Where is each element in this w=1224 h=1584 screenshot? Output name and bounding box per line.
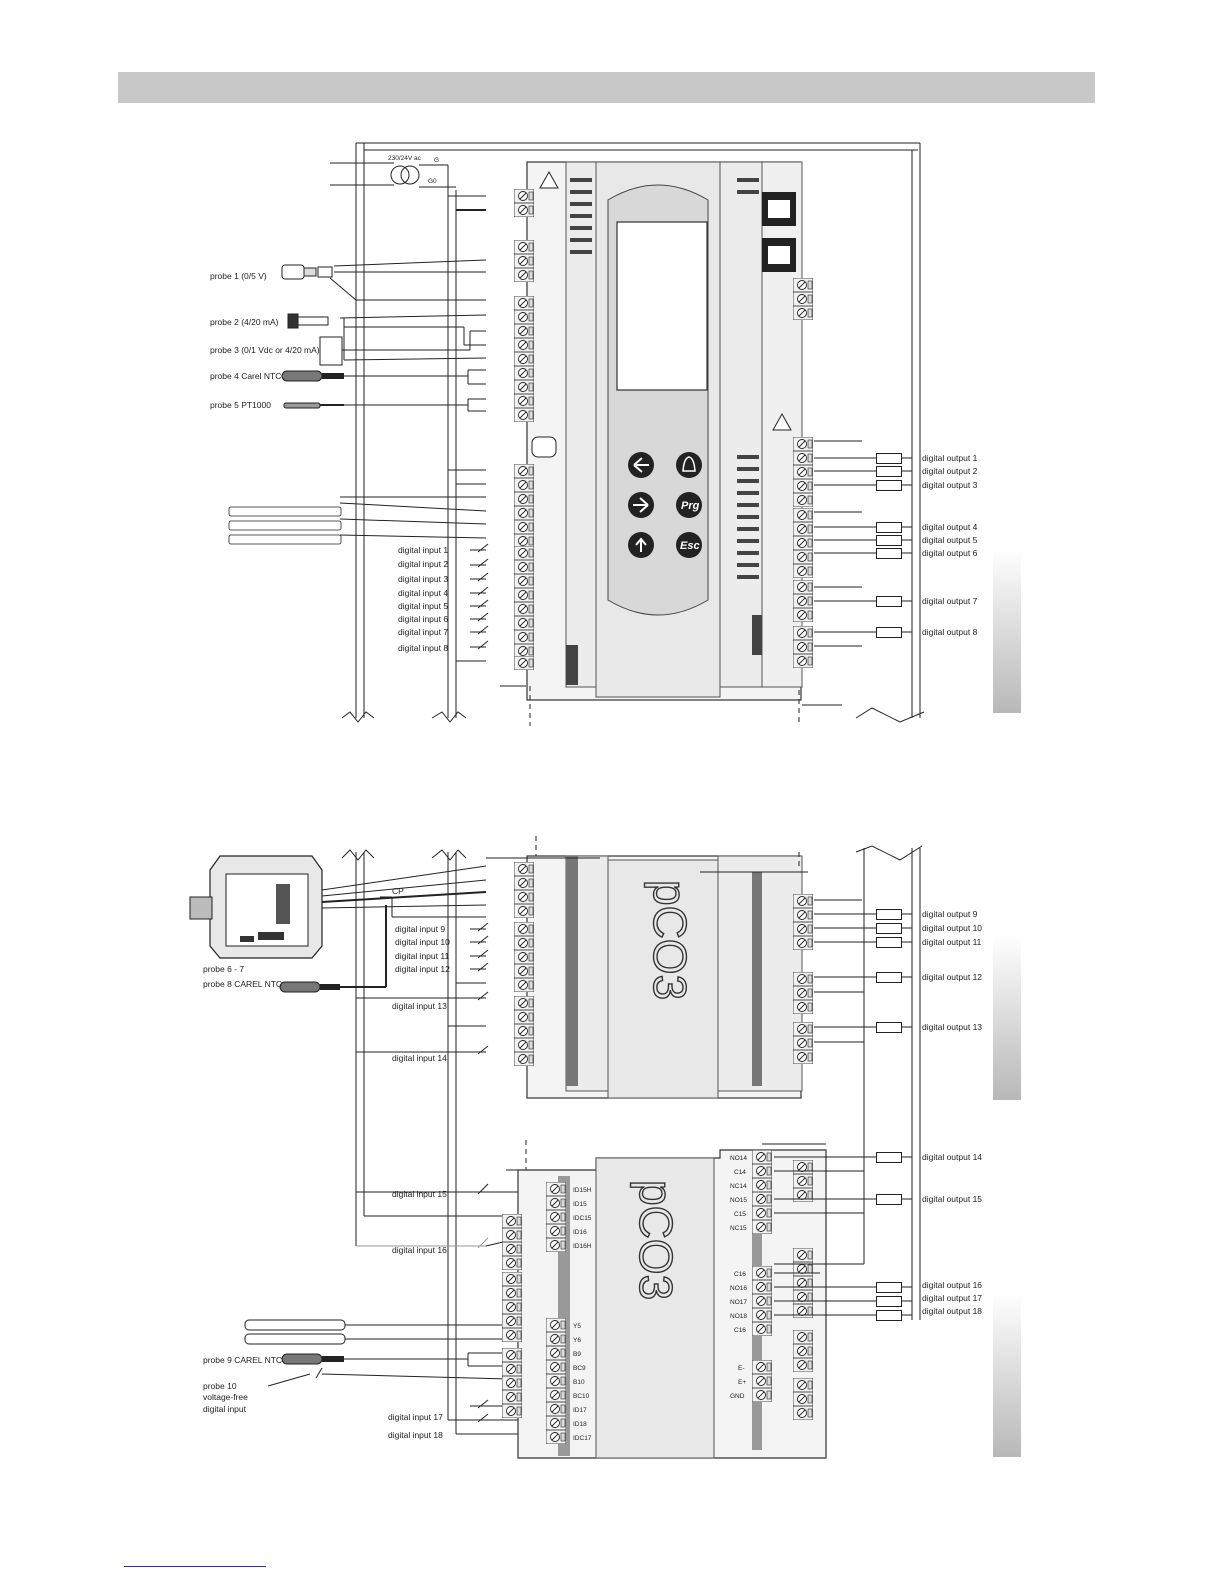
- g0-label: G0: [428, 178, 437, 185]
- digital-input-15-label: digital input 15: [392, 1189, 447, 1199]
- terminal-label: B9: [573, 1351, 581, 1358]
- top-controller-body: [514, 162, 842, 726]
- probe10-label-line1: probe 10: [203, 1381, 237, 1391]
- cp-label: CP: [392, 886, 404, 896]
- digital-input-7-label: digital input 7: [398, 627, 449, 637]
- terminal-label: NC14: [730, 1183, 747, 1190]
- terminal-label: IDC15: [573, 1215, 592, 1222]
- alarm-button: [676, 452, 702, 478]
- digital-input-10-label: digital input 10: [395, 937, 450, 947]
- terminal-label: B10: [573, 1379, 585, 1386]
- digital-input-17-label: digital input 17: [388, 1412, 443, 1422]
- pco3-logo-bottom: pCO3: [630, 1180, 682, 1301]
- digital-output-10-label: digital output 10: [922, 923, 983, 933]
- terminal-label: IDC17: [573, 1435, 592, 1442]
- digital-output-4-label: digital output 4: [922, 522, 978, 532]
- digital-input-13-label: digital input 13: [392, 1001, 447, 1011]
- digital-output-2-label: digital output 2: [922, 466, 978, 476]
- digital-input-18-label: digital input 18: [388, 1430, 443, 1440]
- digital-output-18-label: digital output 18: [922, 1306, 983, 1316]
- terminal-label: ID16H: [573, 1243, 592, 1250]
- terminal-label: C15: [734, 1211, 746, 1218]
- digital-output-3-label: digital output 3: [922, 480, 978, 490]
- transformer-label: 230/24V ac: [388, 155, 421, 162]
- probe3-label: probe 3 (0/1 Vdc or 4/20 mA): [210, 345, 320, 355]
- digital-input-6-label: digital input 6: [398, 614, 449, 624]
- terminal-label: C16: [734, 1327, 746, 1334]
- digital-outputs-middle: [814, 900, 982, 1042]
- digital-outputs-top: [814, 441, 978, 646]
- digital-output-5-label: digital output 5: [922, 535, 978, 545]
- analog-output-cable-2: [229, 521, 341, 530]
- terminal-label: Y5: [573, 1323, 581, 1330]
- digital-output-14-label: digital output 14: [922, 1152, 983, 1162]
- analog-output-cable-1: [229, 507, 341, 516]
- digital-output-16-label: digital output 16: [922, 1280, 983, 1290]
- digital-input-16-label: digital input 16: [392, 1245, 447, 1255]
- terminal-label: Y6: [573, 1337, 581, 1344]
- terminal-label: BC10: [573, 1393, 590, 1400]
- analog-output-cable-y6: [245, 1334, 345, 1344]
- probe5-label: probe 5 PT1000: [210, 400, 271, 410]
- terminal-label: C16: [734, 1271, 746, 1278]
- terminal-label: C14: [734, 1169, 746, 1176]
- probe-graphics-top: [282, 265, 344, 408]
- terminal-label: NO18: [730, 1313, 747, 1320]
- terminal-label: ID17: [573, 1407, 587, 1414]
- digital-output-13-label: digital output 13: [922, 1022, 983, 1032]
- digital-input-4-label: digital input 4: [398, 588, 449, 598]
- g-label: G: [434, 157, 440, 164]
- digital-input-2-label: digital input 2: [398, 559, 449, 569]
- probe-6-7-label: probe 6 - 7: [203, 964, 245, 974]
- digital-input-12-label: digital input 12: [395, 964, 450, 974]
- digital-output-15-label: digital output 15: [922, 1194, 983, 1204]
- terminal-label: NO16: [730, 1285, 747, 1292]
- analog-output-cable-3: [229, 535, 341, 544]
- terminal-label: ID18: [573, 1421, 587, 1428]
- digital-input-9-label: digital input 9: [395, 924, 446, 934]
- terminal-label: NO17: [730, 1299, 747, 1306]
- prg-key-label: Prg: [681, 500, 700, 512]
- bottom-section-wiring: [203, 1140, 546, 1440]
- digital-output-12-label: digital output 12: [922, 972, 983, 982]
- terminal-label: ID16: [573, 1229, 587, 1236]
- terminal-label: GND: [730, 1393, 745, 1400]
- probe9-label: probe 9 CAREL NTC: [203, 1355, 283, 1365]
- middle-controller-body: [486, 836, 813, 1098]
- probe-6-7-housing: [190, 856, 322, 958]
- digital-output-17-label: digital output 17: [922, 1293, 983, 1303]
- digital-input-5-label: digital input 5: [398, 601, 449, 611]
- analog-output-cable-y5: [245, 1320, 345, 1330]
- probe2-label: probe 2 (4/20 mA): [210, 317, 279, 327]
- pco3-logo-middle: pCO3: [644, 880, 696, 1001]
- probe4-label: probe 4 Carel NTC: [210, 371, 282, 381]
- terminal-label: NO14: [730, 1155, 747, 1162]
- digital-output-6-label: digital output 6: [922, 548, 978, 558]
- digital-output-11-label: digital output 11: [922, 937, 982, 947]
- probe10-label-line2: voltage-free: [203, 1392, 248, 1402]
- digital-output-7-label: digital output 7: [922, 596, 978, 606]
- digital-input-11-label: digital input 11: [395, 951, 450, 961]
- digital-input-3-label: digital input 3: [398, 574, 449, 584]
- probe1-label: probe 1 (0/5 V): [210, 271, 267, 281]
- digital-output-9-label: digital output 9: [922, 909, 978, 919]
- terminal-label: E+: [738, 1379, 747, 1386]
- esc-key-label: Esc: [680, 540, 700, 552]
- lcd-display: [617, 222, 707, 390]
- digital-output-1-label: digital output 1: [922, 453, 978, 463]
- terminal-label: E-: [738, 1365, 745, 1372]
- probe10-label-line3: digital input: [203, 1404, 247, 1414]
- terminal-label: BC9: [573, 1365, 586, 1372]
- digital-input-14-label: digital input 14: [392, 1053, 447, 1063]
- digital-input-1-label: digital input 1: [398, 545, 449, 555]
- terminal-label: ID15: [573, 1201, 587, 1208]
- digital-input-8-label: digital input 8: [398, 643, 449, 653]
- footer-link-underline: [124, 1566, 266, 1567]
- digital-output-8-label: digital output 8: [922, 627, 978, 637]
- probe8-label: probe 8 CAREL NTC: [203, 979, 283, 989]
- terminal-label: ID15H: [573, 1187, 592, 1194]
- terminal-label: NO15: [730, 1197, 747, 1204]
- terminal-label: NC15: [730, 1225, 747, 1232]
